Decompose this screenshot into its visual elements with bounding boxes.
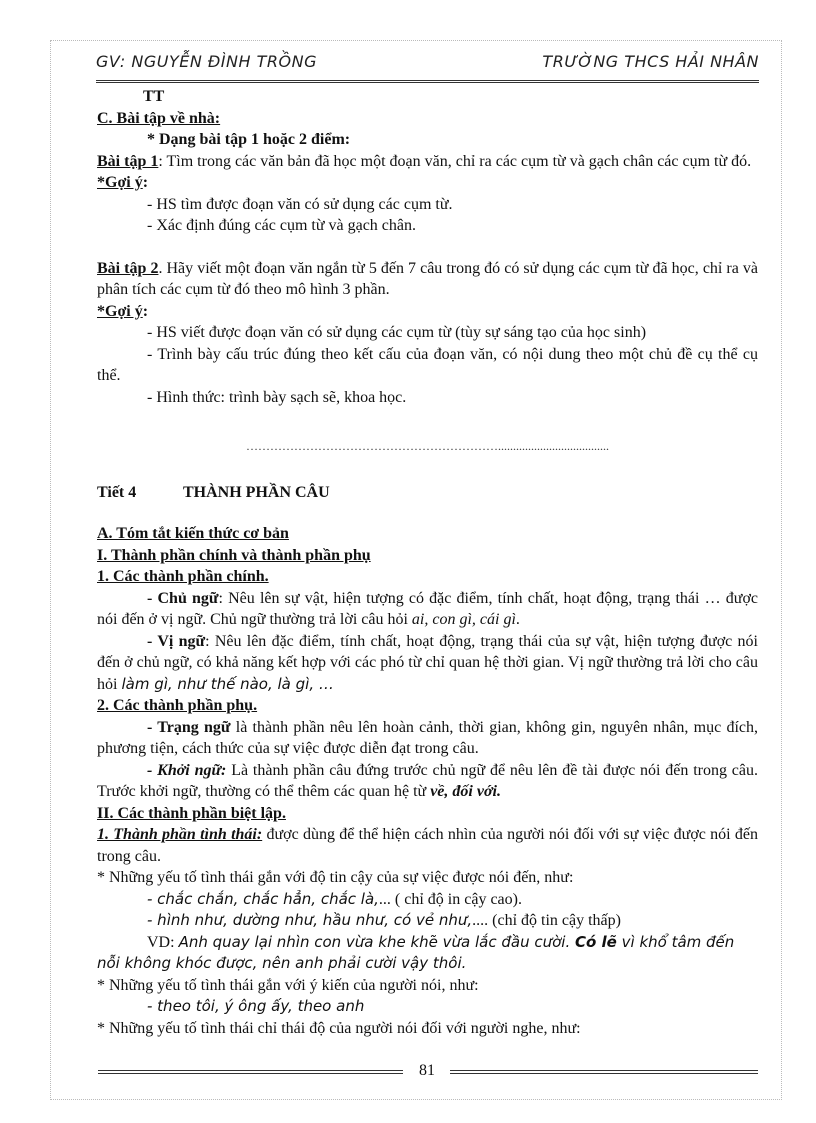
topic-paragraph bbox=[97, 760, 758, 803]
dotted-separator: ………………………………………………………..................................... bbox=[246, 439, 609, 453]
predicate-label: - Vị ngữ bbox=[147, 632, 206, 650]
header-divider bbox=[96, 80, 759, 83]
topic-words: về, đối với. bbox=[430, 783, 501, 800]
exercise-1 bbox=[97, 151, 758, 173]
modal-bullet-2: * Những yếu tố tình thái gắn với ý kiến của người nói, như: bbox=[97, 976, 479, 994]
exercise-2 bbox=[97, 258, 758, 301]
hint-1-label: *Gợi ý bbox=[97, 174, 143, 191]
section-i-heading: I. Thành phần chính và thành phần phụ bbox=[97, 546, 371, 564]
footer-rule-left bbox=[98, 1070, 403, 1074]
adverbial-text: là thành phần nêu lên hoàn cảnh, thời gian, không gin, nguyên nhân, mục đích, phương tiện, cách thức của sự việc được diễn đạt trong câu. bbox=[97, 718, 758, 757]
lesson-number: Tiết 4 bbox=[97, 483, 137, 501]
modal-bullet-3: * Những yếu tố tình thái chỉ thái độ của người nói đối với người nghe, như: bbox=[97, 1019, 581, 1037]
example-bold: Có lẽ bbox=[575, 932, 617, 951]
exercise-2-label: Bài tập 2 bbox=[97, 259, 159, 277]
page-header bbox=[96, 52, 759, 78]
topic-text: Là thành phần câu đứng trước chủ ngữ để nêu lên đề tài được nói đến trong câu. Trước khởi ngữ, thường có thể thêm các quan hệ từ bbox=[97, 761, 758, 800]
footer-rule-right bbox=[450, 1070, 758, 1074]
modal-paragraph bbox=[97, 824, 758, 867]
predicate-paragraph bbox=[97, 631, 758, 696]
predicate-questions: làm gì, như thế nào, là gì, … bbox=[121, 674, 334, 693]
hint-2-colon: : bbox=[142, 302, 149, 320]
lesson-heading bbox=[97, 482, 758, 504]
topic-label: - Khởi ngữ: bbox=[147, 761, 227, 779]
modal-example-1-note: ... ( chỉ độ in cậy cao). bbox=[378, 890, 522, 908]
subject-end: . bbox=[515, 611, 520, 628]
modal-example-2-note: .... (chỉ độ tin cậy thấp) bbox=[472, 912, 621, 929]
modal-example-3-words: - theo tôi, ý ông ấy, theo anh bbox=[147, 997, 365, 1015]
hint-2-item: - Trình bày cấu trúc đúng theo kết cấu của đoạn văn, có nội dung theo một chủ đề cụ thể cụ thể. bbox=[97, 345, 758, 384]
adverbial-label: - Trạng ngữ bbox=[147, 718, 231, 736]
section-2-heading: 2. Các thành phần phụ. bbox=[97, 697, 258, 714]
hint-1-heading bbox=[97, 172, 758, 194]
hint-1-colon: : bbox=[142, 174, 149, 191]
hint-2-item: - HS viết được đoạn văn có sử dụng các cụm từ (tùy sự sáng tạo của học sinh) bbox=[147, 324, 647, 341]
page-number: 81 bbox=[419, 1062, 435, 1079]
section-a-heading: A. Tóm tắt kiến thức cơ bản bbox=[97, 525, 289, 542]
adverbial-paragraph bbox=[97, 717, 758, 760]
section-ii-heading: II. Các thành phần biệt lập. bbox=[97, 804, 286, 822]
tt-label: TT bbox=[143, 88, 165, 105]
exercise-2-text: . Hãy viết một đoạn văn ngắn từ 5 đến 7 câu trong đó có sử dụng các cụm từ đã học, chỉ ra và phân tích các cụm từ đó theo mô hình 3 phần. bbox=[97, 259, 758, 298]
modal-example-1-words: - chắc chắn, chắc hẳn, chắc là, bbox=[147, 889, 379, 908]
homework-heading: C. Bài tập về nhà: bbox=[97, 109, 221, 127]
page-footer bbox=[98, 1062, 758, 1082]
subject-questions: ai, con gì, cái gì bbox=[411, 611, 516, 628]
subject-label: - Chủ ngữ bbox=[147, 589, 219, 607]
exercise-1-label: Bài tập 1 bbox=[97, 152, 159, 170]
section-1-heading: 1. Các thành phần chính. bbox=[97, 568, 269, 585]
hint-1-item: - Xác định đúng các cụm từ và gạch chân. bbox=[147, 217, 417, 234]
subject-text: : Nêu lên sự vật, hiện tượng có đặc điểm, tính chất, hoạt động, trạng thái … được nói đến ở vị ngữ. Chủ ngữ thường trả lời câu hỏi bbox=[97, 589, 759, 628]
example-paragraph bbox=[97, 932, 758, 975]
exercise-1-text: : Tìm trong các văn bản đã học một đoạn văn, chỉ ra các cụm từ và gạch chân các cụm từ đó. bbox=[158, 152, 752, 170]
modal-example-1 bbox=[97, 889, 758, 911]
modal-example-2 bbox=[97, 910, 758, 932]
hint-2-heading bbox=[97, 301, 758, 323]
example-text-2: vì khổ tâm đến nỗi không khóc được, nên anh phải cười vậy thôi. bbox=[97, 932, 735, 972]
example-label: VD: bbox=[147, 933, 179, 951]
teacher-name: GV: NGUYỄN ĐÌNH TRỒNG bbox=[96, 52, 317, 71]
lesson-title: THÀNH PHẦN CÂU bbox=[183, 483, 330, 501]
modal-example-2-words: - hình như, dường như, hầu như, có vẻ như, bbox=[147, 911, 473, 929]
document-body bbox=[97, 86, 758, 1039]
example-text-1: Anh quay lại nhìn con vừa khe khẽ vừa lắc đầu cười. bbox=[178, 932, 575, 951]
subject-paragraph bbox=[97, 588, 758, 631]
modal-example-3 bbox=[97, 996, 758, 1018]
school-name: TRƯỜNG THCS HẢI NHÂN bbox=[542, 52, 759, 71]
predicate-text: : Nêu lên đặc điểm, tính chất, hoạt động, trạng thái của sự vật, hiện tượng được nói đến ở chủ ngữ, có khả năng kết hợp với các phó từ chỉ quan hệ thời gian. Vị ngữ thường trả lời cho câu hỏi bbox=[97, 632, 758, 693]
hint-2-label: *Gợi ý bbox=[97, 302, 143, 320]
hint-2-item: - Hình thức: trình bày sạch sẽ, khoa học. bbox=[147, 388, 407, 406]
modal-bullet-1: * Những yếu tố tình thái gắn với độ tin cậy của sự việc được nói đến, như: bbox=[97, 869, 574, 886]
modal-label: 1. Thành phần tình thái: bbox=[97, 826, 263, 843]
modal-text: được dùng để thể hiện cách nhìn của người nói đối với sự việc được nói đến trong câu. bbox=[97, 826, 758, 865]
hint-1-item: - HS tìm được đoạn văn có sử dụng các cụm từ. bbox=[147, 195, 453, 213]
exercise-form: * Dạng bài tập 1 hoặc 2 điểm: bbox=[147, 131, 351, 148]
